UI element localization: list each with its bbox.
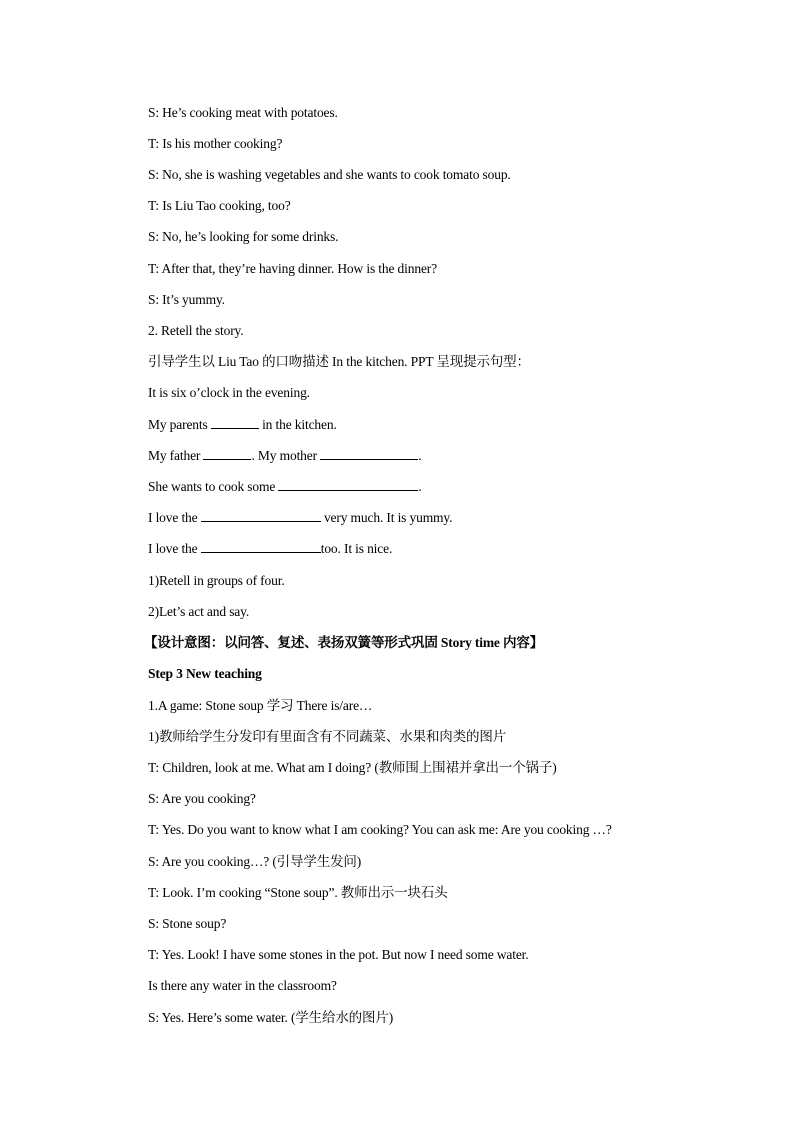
answer-blank — [201, 509, 321, 522]
dialogue-line: S: Stone soup? — [148, 916, 227, 931]
fill-blank-line — [148, 447, 421, 465]
fill-text: I love the — [148, 510, 201, 525]
dialogue-line: S: It’s yummy. — [148, 292, 225, 307]
step-heading: Step 3 New teaching — [148, 666, 262, 681]
answer-blank — [320, 447, 418, 460]
section-item: 1.A game: Stone soup 学习 There is/are… — [148, 698, 373, 713]
dialogue-line: T: Look. I’m cooking “Stone soup”. 教师出示一块石头 — [148, 885, 448, 900]
section-item: 2. Retell the story. — [148, 323, 244, 338]
instruction-line: 1)教师给学生分发印有里面含有不同蔬菜、水果和肉类的图片 — [148, 729, 507, 744]
fill-text: She wants to cook some — [148, 479, 279, 494]
fill-text: My father — [148, 448, 204, 463]
dialogue-line: Is there any water in the classroom? — [148, 978, 337, 993]
fill-text: . — [418, 479, 422, 494]
dialogue-line: S: No, he’s looking for some drinks. — [148, 229, 339, 244]
fill-text: My parents — [148, 417, 211, 432]
fill-text: I love the — [148, 541, 201, 556]
dialogue-line: S: He’s cooking meat with potatoes. — [148, 105, 338, 120]
prompt-line: It is six o’clock in the evening. — [148, 385, 310, 400]
fill-text: in the kitchen. — [258, 417, 337, 432]
answer-blank — [201, 540, 321, 553]
fill-text: . — [418, 448, 422, 463]
dialogue-line: S: Are you cooking? — [148, 791, 256, 806]
fill-blank-line — [148, 540, 392, 558]
dialogue-line: T: Is Liu Tao cooking, too? — [148, 198, 291, 213]
answer-blank — [211, 416, 259, 429]
dialogue-line: T: Children, look at me. What am I doing? (教师围上围裙并拿出一个锅子) — [148, 760, 557, 775]
activity-line: 2)Let’s act and say. — [148, 604, 250, 619]
dialogue-line: T: After that, they’re having dinner. How is the dinner? — [148, 261, 437, 276]
answer-blank — [278, 478, 418, 491]
answer-blank — [203, 447, 251, 460]
fill-blank-line — [148, 416, 337, 434]
activity-line: 1)Retell in groups of four. — [148, 573, 285, 588]
fill-text: too. It is nice. — [320, 541, 393, 556]
fill-blank-line — [148, 478, 422, 496]
dialogue-line: S: Yes. Here’s some water. (学生给水的图片) — [148, 1010, 394, 1025]
dialogue-line: T: Yes. Do you want to know what I am cooking? You can ask me: Are you cooking …? — [148, 822, 612, 837]
fill-blank-line — [148, 509, 452, 527]
fill-text: very much. It is yummy. — [320, 510, 453, 525]
design-intent: 【设计意图：以问答、复述、表扬双簧等形式巩固 Story time 内容】 — [144, 635, 544, 650]
dialogue-line: T: Yes. Look! I have some stones in the pot. But now I need some water. — [148, 947, 529, 962]
dialogue-line: S: No, she is washing vegetables and she wants to cook tomato soup. — [148, 167, 511, 182]
instruction-line: 引导学生以 Liu Tao 的口吻描述 In the kitchen. PPT 呈现提示句型： — [148, 354, 530, 369]
fill-text: . My mother — [251, 448, 321, 463]
dialogue-line: S: Are you cooking…? (引导学生发问) — [148, 854, 362, 869]
dialogue-line: T: Is his mother cooking? — [148, 136, 283, 151]
